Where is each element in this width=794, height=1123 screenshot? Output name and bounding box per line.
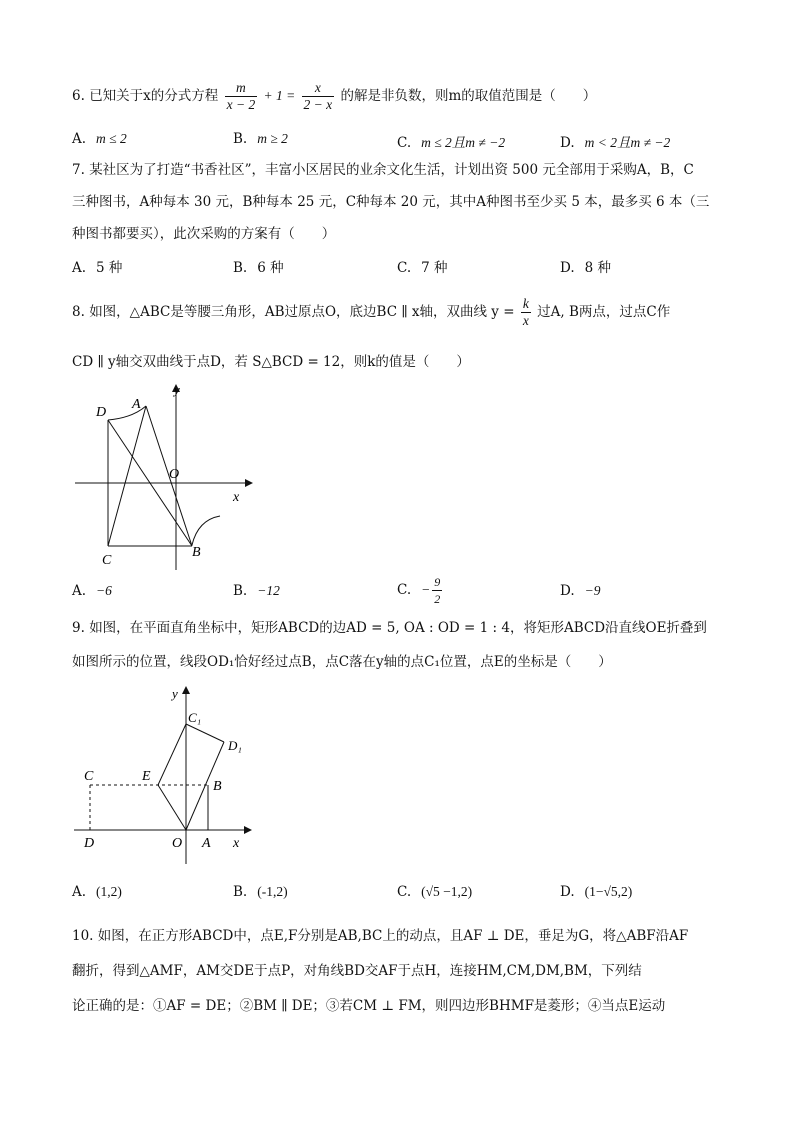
q6-frac2-num: x — [302, 80, 335, 97]
q8-line2: CD ∥ y轴交双曲线于点D，若 S△BCD = 12，则k的值是（ ） — [72, 354, 470, 370]
q8-label-O: O — [169, 467, 180, 482]
q8-label-D: D — [96, 405, 107, 420]
q8-x-arrow — [245, 479, 253, 487]
q8-option-d: D. −9 — [560, 583, 601, 599]
q8-option-c: C. − $\frac{9}{2}$ — [397, 575, 441, 606]
q7-option-b: B. 6 种 — [233, 260, 284, 276]
q9-line2: 如图所示的位置，线段OD₁恰好经过点B，点C落在y轴的点C₁位置，点E的坐标是（ ） — [72, 654, 612, 670]
q7-option-c: C. 7 种 — [397, 260, 448, 276]
q7-line3: 种图书都要买），此次采购的方案有（ ） — [72, 226, 336, 242]
q8-label-x: x — [233, 490, 240, 505]
question-6 — [72, 80, 732, 113]
q8-line1-post: 过A, B两点，过点C作 — [537, 304, 671, 320]
q6-frac1-den: x − 2 — [226, 97, 256, 112]
q9-option-b: B. (-1,2) — [233, 884, 288, 900]
question-7 — [72, 160, 732, 244]
q9-label-C: C — [84, 769, 94, 784]
q8-label-y: y — [174, 382, 180, 397]
q6-frac1 — [225, 80, 258, 113]
q7-line1: 7. 某社区为了打造“书香社区”，丰富小区居民的业余文化生活，计划出资 500 元全部用于采购A，B，C — [72, 162, 694, 178]
q7-option-a: A. 5 种 — [72, 260, 123, 276]
q9-figure — [70, 684, 260, 866]
q9-option-d: D. (1−√5,2) — [560, 884, 633, 900]
q6-frac2 — [302, 80, 335, 113]
q8-label-B: B — [192, 545, 201, 560]
q6-option-a: A. m ≤ 2 — [72, 131, 127, 147]
q6-option-d: D. m < 2且m ≠ −2 — [560, 135, 671, 151]
q8-frac: $\frac{k}{x}$ — [522, 296, 529, 328]
q8-option-a: A. −6 — [72, 583, 112, 599]
q6-option-c: C. m ≤ 2且m ≠ −2 — [397, 135, 506, 151]
q9-label-y: y — [172, 686, 178, 701]
q9-option-a: A. (1,2) — [72, 884, 122, 900]
q6-number: 6. — [72, 88, 85, 104]
q8-label-A: A — [132, 397, 141, 412]
q6-plus-one: + 1 = — [263, 88, 296, 103]
q9-option-c: C. (√5 −1,2) — [397, 884, 473, 900]
q10-line3: 论正确的是：①AF = DE；②BM ∥ DE；③若CM ⊥ FM，则四边形BHMF是菱形；④当点E运动 — [72, 998, 666, 1014]
q9-line1: 9. 如图，在平面直角坐标中，矩形ABCD的边AD = 5, OA : OD = 1 : 4，将矩形ABCD沿直线OE折叠到 — [72, 620, 707, 636]
q9-label-C1: C₁ — [188, 710, 202, 725]
q9-label-E: E — [142, 769, 151, 784]
q8-option-b: B. −12 — [233, 583, 280, 599]
q8-label-C: C — [102, 553, 112, 568]
question-9 — [72, 618, 732, 672]
q7-option-d: D. 8 种 — [560, 260, 612, 276]
q8-line1-pre: 如图，△ABC是等腰三角形，AB过原点O，底边BC ∥ x轴，双曲线 y = — [89, 304, 515, 320]
q9-label-O: O — [172, 836, 183, 851]
q7-line2: 三种图书，A种每本 30 元，B种每本 25 元，C种每本 20 元，其中A种图书至少买 5 本，最多买 6 本（三 — [72, 194, 710, 210]
q6-frac1-num: m — [225, 80, 258, 97]
question-10 — [72, 926, 732, 1016]
q9-label-x: x — [233, 836, 240, 851]
q6-frac2-den: 2 − x — [303, 97, 333, 112]
q8-hyperbola-right — [192, 516, 220, 545]
q8-figure — [70, 380, 260, 575]
q9-label-D: D — [84, 836, 95, 851]
q10-line1: 10. 如图，在正方形ABCD中，点E,F分别是AB,BC上的动点，且AF ⊥ DE，垂足为G，将△ABF沿AF — [72, 928, 689, 944]
q6-option-b: B. m ≥ 2 — [233, 131, 288, 147]
question-8: 8. 如图，△ABC是等腰三角形，AB过原点O，底边BC ∥ x轴，双曲线 y = $\frac{k}{x}$ 过A, B两点，过点C作 — [72, 296, 671, 328]
q9-label-A: A — [202, 836, 211, 851]
q9-label-D1: D₁ — [228, 738, 242, 753]
q9-label-B: B — [213, 779, 222, 794]
q10-line2: 翻折，得到△AMF，AM交DE于点P，对角线BD交AF于点H，连接HM,CM,DM,BM，下列结 — [72, 963, 642, 979]
q6-text-post: 的解是非负数，则m的取值范围是（ ） — [340, 88, 597, 104]
q6-text-pre: 已知关于x的分式方程 — [89, 88, 219, 104]
